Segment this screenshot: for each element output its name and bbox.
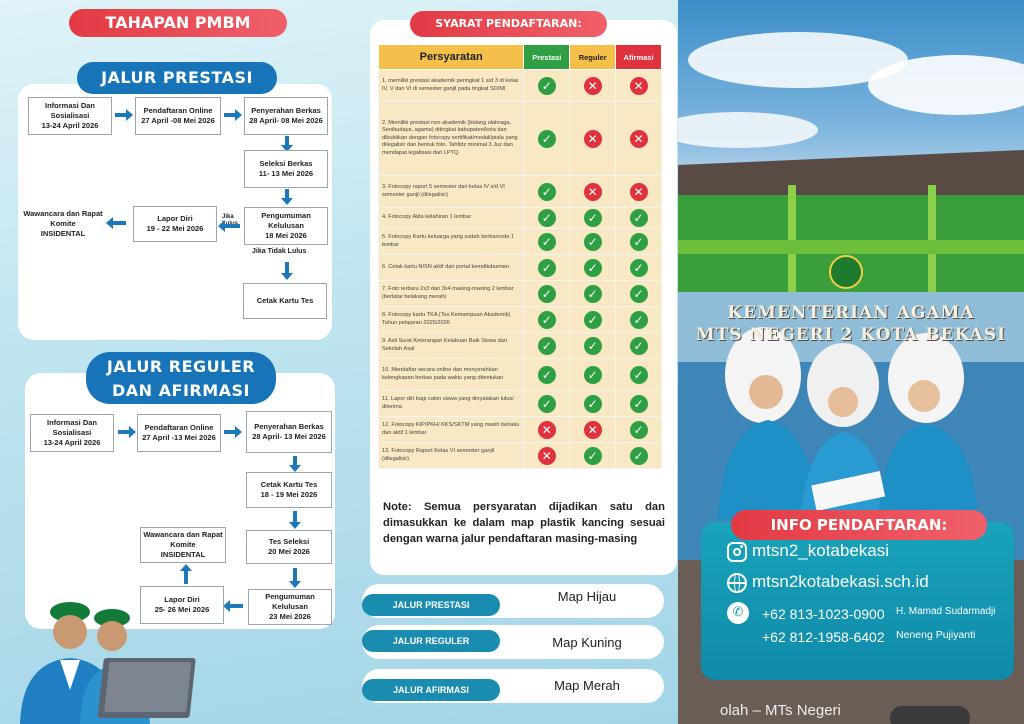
requirement-cell	[570, 70, 616, 102]
arrow-down	[293, 511, 297, 523]
table-header-afirmasi: Afirmasi	[616, 45, 662, 70]
requirement-cell	[524, 281, 570, 307]
check-icon: ✓	[630, 311, 648, 329]
prestasi-step-7: Wawancara dan Rapat Komite INSIDENTAL	[20, 206, 106, 242]
reguler-step-3: Penyerahan Berkas 28 April- 13 Mei 2026	[246, 411, 332, 453]
check-icon: ✓	[584, 259, 602, 277]
table-row	[379, 281, 662, 307]
cross-icon: ✕	[584, 183, 602, 201]
tahapan-title: TAHAPAN PMBM	[69, 9, 287, 37]
requirement-cell	[570, 359, 616, 391]
map-label: JALUR AFIRMASI	[362, 679, 500, 701]
requirement-cell	[524, 307, 570, 333]
map-value: Map Kuning	[552, 635, 622, 650]
check-icon: ✓	[630, 337, 648, 355]
requirement-cell	[616, 176, 662, 208]
footer-partial-text: olah – MTs Negeri	[720, 702, 841, 719]
reguler-step-2: Pendaftaran Online 27 April -13 Mei 2026	[137, 414, 221, 452]
check-icon: ✓	[538, 285, 556, 303]
contact-name-2: Neneng Pujiyanti	[896, 629, 976, 641]
prestasi-title: JALUR PRESTASI	[77, 62, 277, 94]
cross-icon: ✕	[584, 130, 602, 148]
label-lulus: Jika	[222, 214, 234, 220]
prestasi-step-5: Pengumuman Kelulusan 18 Mei 2026	[244, 207, 328, 245]
map-value: Map Merah	[554, 678, 620, 693]
check-icon: ✓	[584, 337, 602, 355]
cross-icon: ✕	[630, 130, 648, 148]
table-header-persyaratan: Persyaratan	[379, 45, 524, 70]
requirements-table	[378, 44, 662, 469]
check-icon: ✓	[630, 366, 648, 384]
check-icon: ✓	[584, 447, 602, 465]
requirement-cell	[524, 208, 570, 229]
requirement-cell	[524, 443, 570, 469]
table-row	[379, 359, 662, 391]
map-label: JALUR PRESTASI	[362, 594, 500, 616]
contact-name-1: H. Mamad Sudarmadji	[896, 606, 996, 617]
requirement-text: 5. Fotocopy Kartu keluarga yang sudah berbarcode 1 lembar	[379, 229, 524, 255]
check-icon: ✓	[630, 233, 648, 251]
requirement-cell	[570, 333, 616, 359]
requirement-cell	[616, 359, 662, 391]
check-icon: ✓	[538, 337, 556, 355]
check-icon: ✓	[538, 366, 556, 384]
arrow-left	[112, 221, 126, 225]
check-icon: ✓	[630, 285, 648, 303]
requirement-cell	[570, 208, 616, 229]
check-icon: ✓	[538, 130, 556, 148]
table-row	[379, 417, 662, 443]
map-row-reguler	[362, 625, 664, 659]
requirement-cell	[616, 208, 662, 229]
requirement-cell	[524, 417, 570, 443]
map-row-afirmasi	[362, 669, 664, 703]
check-icon: ✓	[630, 259, 648, 277]
table-row	[379, 333, 662, 359]
table-header-prestasi: Prestasi	[524, 45, 570, 70]
cross-icon: ✕	[630, 183, 648, 201]
prestasi-step-8: Cetak Kartu Tes	[243, 283, 327, 319]
requirement-text: 8. Fotocopy kartu TKA (Tes Kemampuan Akademik) Tahun pelajaran 2025/2026	[379, 307, 524, 333]
footer-dark-pill	[890, 706, 970, 724]
check-icon: ✓	[630, 209, 648, 227]
check-icon: ✓	[538, 233, 556, 251]
requirement-cell	[616, 307, 662, 333]
check-icon: ✓	[584, 311, 602, 329]
requirement-cell	[616, 443, 662, 469]
arrow-down	[293, 568, 297, 582]
requirement-text: 2. Memiliki prestasi non akademik (bidang olahraga, Senibudaya, agama) ditingkat kabupaten/kota dan dibuktikan dengan fotocopy sertifikat/medali/piala yang dilegalisir dan bentuk foto. Tahfidz minimal 3 Juz dan mendapat legalisasi dari LPTQ	[379, 102, 524, 176]
requirement-cell	[570, 255, 616, 281]
reguler-title: JALUR REGULER DAN AFIRMASI	[86, 352, 276, 404]
requirement-cell	[616, 255, 662, 281]
label-tidak-lulus: Jika Tidak Lulus	[252, 248, 307, 255]
requirement-cell	[570, 229, 616, 255]
cross-icon: ✕	[630, 77, 648, 95]
table-row	[379, 443, 662, 469]
requirement-text: 12. Fotocopy KIP/PKH/ KKS/SKTM yang masih berlaku dan aktif 1 lembar	[379, 417, 524, 443]
requirement-cell	[524, 70, 570, 102]
website-link[interactable]: mtsn2kotabekasi.sch.id	[752, 572, 929, 591]
requirement-cell	[524, 391, 570, 417]
arrow-down	[285, 189, 289, 199]
students-photo	[0, 580, 215, 724]
requirement-cell	[524, 102, 570, 176]
syarat-title: SYARAT PENDAFTARAN:	[410, 11, 607, 37]
requirement-text: 1. memiliki prestasi akademik peringkat 1 s/d 3 di kelas IV, V dan VI di semester ganjil pada tingkat SD/MI	[379, 70, 524, 102]
requirement-cell	[616, 281, 662, 307]
requirement-cell	[616, 391, 662, 417]
contact-phone-2[interactable]: +62 812-1958-6402	[762, 629, 885, 645]
contact-phone-1[interactable]: +62 813-1023-0900	[762, 606, 885, 622]
requirement-cell	[570, 417, 616, 443]
requirement-text: 4. Fotocopy Akta kelahiran 1 lembar	[379, 208, 524, 229]
reguler-step-1: Informasi Dan Sosialisasi 13-24 April 2026	[30, 414, 114, 452]
cross-icon: ✕	[584, 77, 602, 95]
prestasi-step-6: Lapor Diri 19 - 22 Mei 2026	[133, 206, 217, 242]
requirement-text: 9. Asli Surat Keterangan Kelakuan Baik Siswa dari Sekolah Asal	[379, 333, 524, 359]
arrow-down	[293, 456, 297, 466]
map-label: JALUR REGULER	[362, 630, 500, 652]
info-title: INFO PENDAFTARAN:	[731, 510, 987, 540]
reguler-step-6: Pengumuman Kelulusan 23 Mei 2026	[248, 589, 332, 625]
check-icon: ✓	[630, 447, 648, 465]
table-row	[379, 208, 662, 229]
requirement-cell	[616, 333, 662, 359]
requirement-text: 7. Foto terbaru 2x3 dan 3x4 masing-masing 2 lembar (berlatar belakang merah)	[379, 281, 524, 307]
check-icon: ✓	[538, 259, 556, 277]
phone-icon: ✆	[727, 602, 749, 624]
check-icon: ✓	[584, 209, 602, 227]
cross-icon: ✕	[538, 447, 556, 465]
arrow-down	[285, 136, 289, 146]
reguler-step-7: Lapor Diri 25- 26 Mei 2026	[140, 586, 224, 624]
map-value: Map Hijau	[557, 589, 617, 604]
check-icon: ✓	[538, 209, 556, 227]
requirement-text: 11. Lapor diri bagi calon siswa yang dinyatakan lulus/ diterima	[379, 391, 524, 417]
arrow-left	[224, 224, 240, 228]
requirement-cell	[570, 176, 616, 208]
instagram-handle[interactable]: mtsn2_kotabekasi	[752, 541, 890, 560]
requirement-cell	[524, 359, 570, 391]
requirement-cell	[524, 255, 570, 281]
requirement-text: 6. Cetak kartu NISN aktif dari portal kemdikdasmen	[379, 255, 524, 281]
reguler-step-4: Cetak Kartu Tes 18 - 19 Mei 2026	[246, 472, 332, 508]
requirement-cell	[524, 333, 570, 359]
check-icon: ✓	[584, 366, 602, 384]
note-text: Note: Semua persyaratan dijadikan satu dan dimasukkan ke dalam map plastik kancing sesuai dengan warna jalur pendaftaran masing-masing	[383, 501, 665, 546]
arrow-right	[224, 113, 236, 117]
table-header-reguler: Reguler	[570, 45, 616, 70]
requirement-cell	[616, 70, 662, 102]
requirement-cell	[570, 391, 616, 417]
arrow-down	[285, 262, 289, 274]
prestasi-step-1: Informasi Dan Sosialisasi 13-24 April 2026	[28, 97, 112, 135]
requirement-cell	[524, 229, 570, 255]
prestasi-step-3: Penyerahan Berkas 28 April- 08 Mei 2026	[244, 97, 328, 135]
requirement-cell	[570, 307, 616, 333]
reguler-step-5: Tes Seleksi 20 Mei 2026	[246, 530, 332, 564]
globe-icon	[727, 573, 747, 593]
requirement-cell	[616, 417, 662, 443]
check-icon: ✓	[584, 395, 602, 413]
requirement-text: 13. Fotocopy Raport Kelas VI semester ganjil (dilegalisir)	[379, 443, 524, 469]
arrow-right	[115, 113, 127, 117]
prestasi-step-2: Pendaftaran Online 27 April -08 Mei 2026	[135, 97, 221, 135]
arrow-right	[224, 430, 236, 434]
requirement-cell	[570, 443, 616, 469]
requirement-cell	[616, 229, 662, 255]
requirement-cell	[616, 102, 662, 176]
table-row	[379, 70, 662, 102]
table-row	[379, 391, 662, 417]
table-row	[379, 102, 662, 176]
check-icon: ✓	[584, 233, 602, 251]
prestasi-step-4: Seleksi Berkas 11- 13 Mei 2026	[244, 150, 328, 188]
requirement-cell	[524, 176, 570, 208]
table-row	[379, 307, 662, 333]
cross-icon: ✕	[584, 421, 602, 439]
check-icon: ✓	[538, 77, 556, 95]
table-row	[379, 176, 662, 208]
instagram-icon	[727, 542, 747, 562]
check-icon: ✓	[538, 311, 556, 329]
requirement-text: 3. Fotocopy raport 5 semester dari kelas IV s/d VI semester ganjil (dilegalisir)	[379, 176, 524, 208]
requirement-cell	[570, 102, 616, 176]
check-icon: ✓	[584, 285, 602, 303]
requirement-text: 10. Mendaftar secara online dan menyerahkan kelengkapan berkas pada waktu yang ditentukan	[379, 359, 524, 391]
check-icon: ✓	[630, 421, 648, 439]
reguler-step-8: Wawancara dan Rapat Komite INSIDENTAL	[140, 527, 226, 563]
check-icon: ✓	[538, 395, 556, 413]
table-row	[379, 229, 662, 255]
check-icon: ✓	[538, 183, 556, 201]
building-sign: KEMENTERIAN AGAMA MTS NEGERI 2 KOTA BEKASI	[695, 303, 1007, 346]
map-row-prestasi	[362, 584, 664, 618]
cross-icon: ✕	[538, 421, 556, 439]
requirement-cell	[570, 281, 616, 307]
table-row	[379, 255, 662, 281]
check-icon: ✓	[630, 395, 648, 413]
arrow-left	[229, 604, 243, 608]
arrow-right	[118, 430, 130, 434]
